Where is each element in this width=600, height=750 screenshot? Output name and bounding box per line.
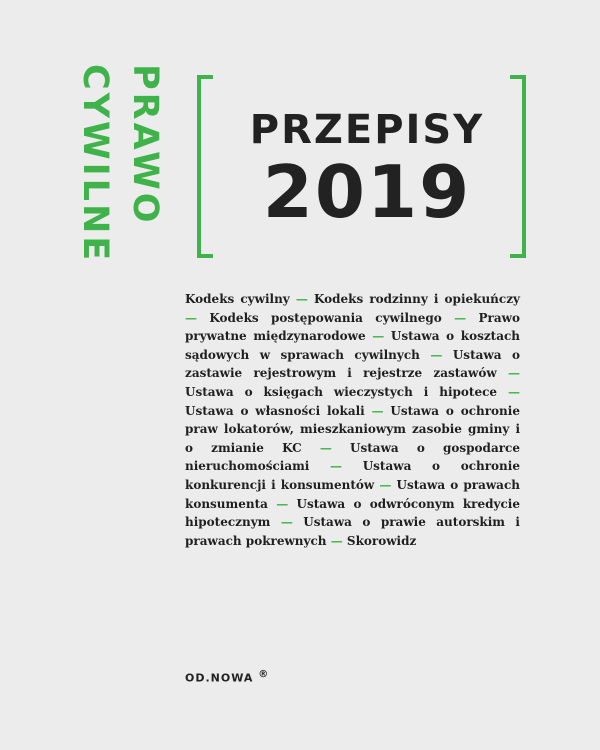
separator-dash: —	[454, 310, 467, 325]
left-bracket	[197, 75, 213, 258]
contents-item: Ustawa o własności lokali	[185, 403, 365, 418]
separator-dash: —	[276, 496, 289, 511]
contents-item: Ustawa o gospodarce nieruchomościami	[185, 440, 520, 474]
contents-item: Ustawa o kosztach sądowych w sprawach cywilnych	[185, 329, 521, 362]
registered-mark-icon: ®	[258, 669, 270, 680]
separator-dash: —	[330, 533, 343, 548]
contents-item: Ustawa o księgach wieczystych i hipotece	[185, 384, 498, 399]
separator-dash: —	[371, 403, 384, 418]
publisher-logo	[185, 669, 269, 685]
contents-item: Kodeks rodzinny i opiekuńczy	[313, 292, 520, 306]
vertical-title	[70, 64, 170, 263]
contents-item: Kodeks cywilny	[185, 292, 290, 306]
title-year: 2019	[262, 150, 472, 234]
contents-item: Ustawa o zastawie rejestrowym i rejestrze zastawów	[185, 347, 520, 381]
right-bracket	[510, 75, 526, 258]
separator-dash: —	[295, 292, 308, 306]
separator-dash: —	[508, 384, 520, 399]
separator-dash: —	[508, 366, 520, 381]
contents-item: Ustawa o prawach konsumenta	[185, 477, 520, 511]
contents-item: Ustawa o ochronie praw lokatorów, mieszkaniowym zasobie gminy i o zmianie KC	[185, 403, 520, 455]
contents-list	[185, 290, 520, 550]
separator-dash: —	[372, 329, 385, 344]
separator-dash: —	[379, 477, 392, 492]
separator-dash: —	[330, 459, 343, 474]
title-przepisy: PRZEPISY	[249, 107, 485, 153]
contents-item: Ustawa o ochronie konkurencji i konsumentów	[185, 459, 520, 492]
contents-item: Ustawa o prawie autorskim i prawach pokrewnych	[185, 515, 520, 548]
contents-item: Kodeks postępowania cywilnego	[209, 310, 442, 325]
separator-dash: —	[430, 347, 443, 362]
vertical-title-line-2: CYWILNE	[75, 64, 115, 264]
separator-dash: —	[185, 310, 197, 325]
separator-dash: —	[319, 440, 332, 455]
vertical-title-line-1: PRAWO	[125, 64, 165, 226]
contents-item: Prawo prywatne międzynarodowe	[185, 310, 520, 344]
contents-item: Skorowidz	[346, 533, 417, 548]
contents-item: Ustawa o odwróconym kredycie hipotecznym	[185, 496, 520, 530]
separator-dash: —	[280, 515, 293, 530]
publisher-name: OD.NOWA	[185, 671, 254, 685]
